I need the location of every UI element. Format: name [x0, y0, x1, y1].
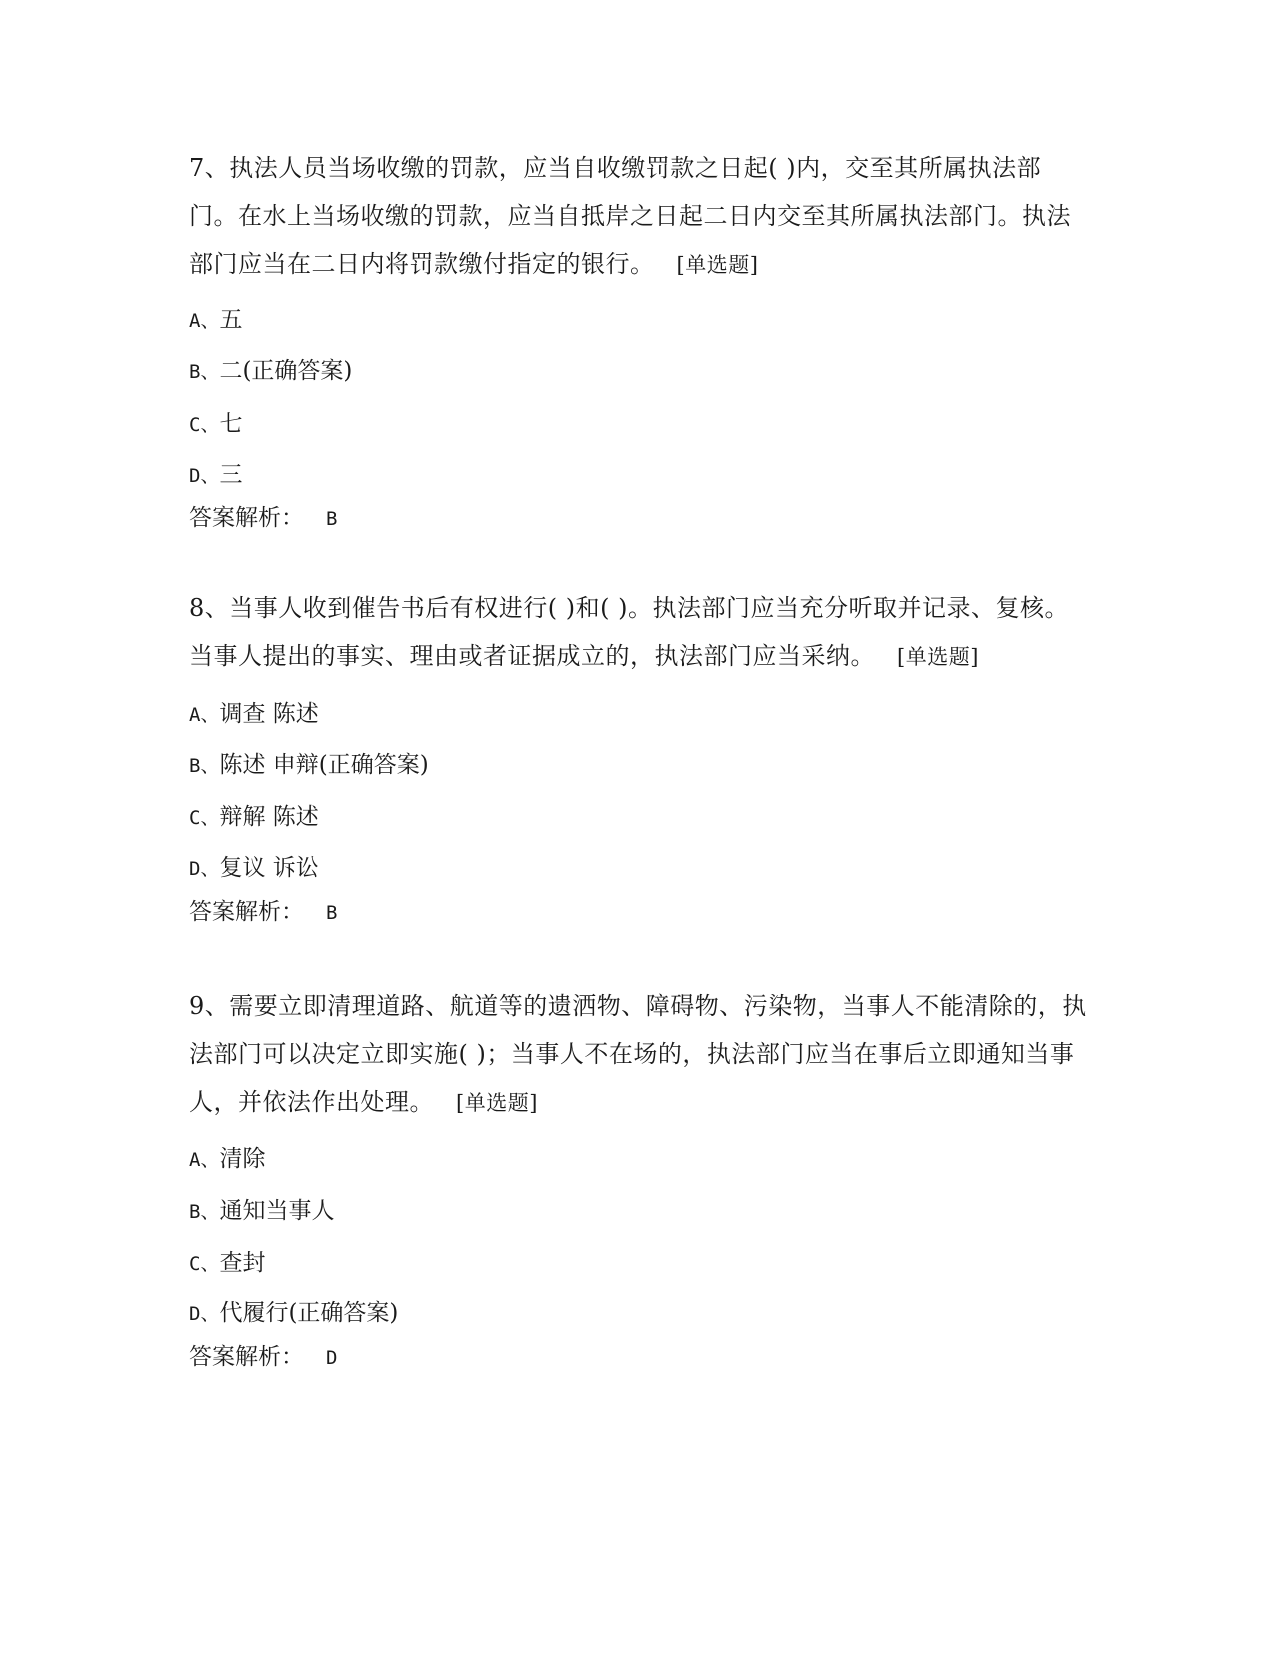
question-body: 9、需要立即清理道路、航道等的遗洒物、障碍物、污染物，当事人不能清除的，执法部门可以决定立即实施( )；当事人不在场的，执法部门应当在事后立即通知当事人，并依法作出处理。: [189, 992, 1087, 1116]
answer-analysis: [189, 503, 337, 533]
answer-analysis: [189, 1342, 337, 1372]
option-d: D、复议 诉讼: [189, 855, 319, 881]
option-d: D、代履行(正确答案): [189, 1300, 399, 1326]
question-body: 8、当事人收到催告书后有权进行( )和( )。执法部门应当充分听取并记录、复核。当事人提出的事实、理由或者证据成立的，执法部门应当采纳。: [189, 594, 1069, 670]
option-a: A、调查 陈述: [189, 701, 319, 727]
question-text: [189, 584, 1089, 681]
option-b: B、二(正确答案): [189, 358, 353, 384]
question-type-tag: [单选题]: [676, 253, 759, 277]
answer-value: B: [326, 508, 338, 530]
answer-value: B: [326, 902, 338, 924]
option-a: A、清除: [189, 1146, 266, 1172]
option-c: C、查封: [189, 1250, 266, 1276]
answer-value: D: [326, 1347, 338, 1369]
answer-label: 答案解析：: [189, 1344, 304, 1370]
option-d: D、三: [189, 462, 243, 488]
question-text: [189, 982, 1089, 1127]
answer-analysis: [189, 897, 337, 927]
question-7: [189, 144, 1089, 289]
option-c: C、辩解 陈述: [189, 804, 319, 830]
option-c: C、七: [189, 411, 243, 437]
question-body: 7、执法人员当场收缴的罚款，应当自收缴罚款之日起( )内，交至其所属执法部门。在水上当场收缴的罚款，应当自抵岸之日起二日内交至其所属执法部门。执法部门应当在二日内将罚款缴付指定的银行。: [189, 154, 1071, 278]
option-a: A、五: [189, 307, 243, 333]
question-8: [189, 584, 1089, 681]
question-type-tag: [单选题]: [897, 645, 979, 669]
question-9: [189, 982, 1089, 1127]
answer-label: 答案解析：: [189, 899, 304, 925]
answer-label: 答案解析：: [189, 505, 304, 531]
question-text: [189, 144, 1089, 289]
question-type-tag: [单选题]: [456, 1091, 538, 1115]
option-b: B、陈述 申辩(正确答案): [189, 752, 429, 778]
option-b: B、通知当事人: [189, 1198, 335, 1224]
